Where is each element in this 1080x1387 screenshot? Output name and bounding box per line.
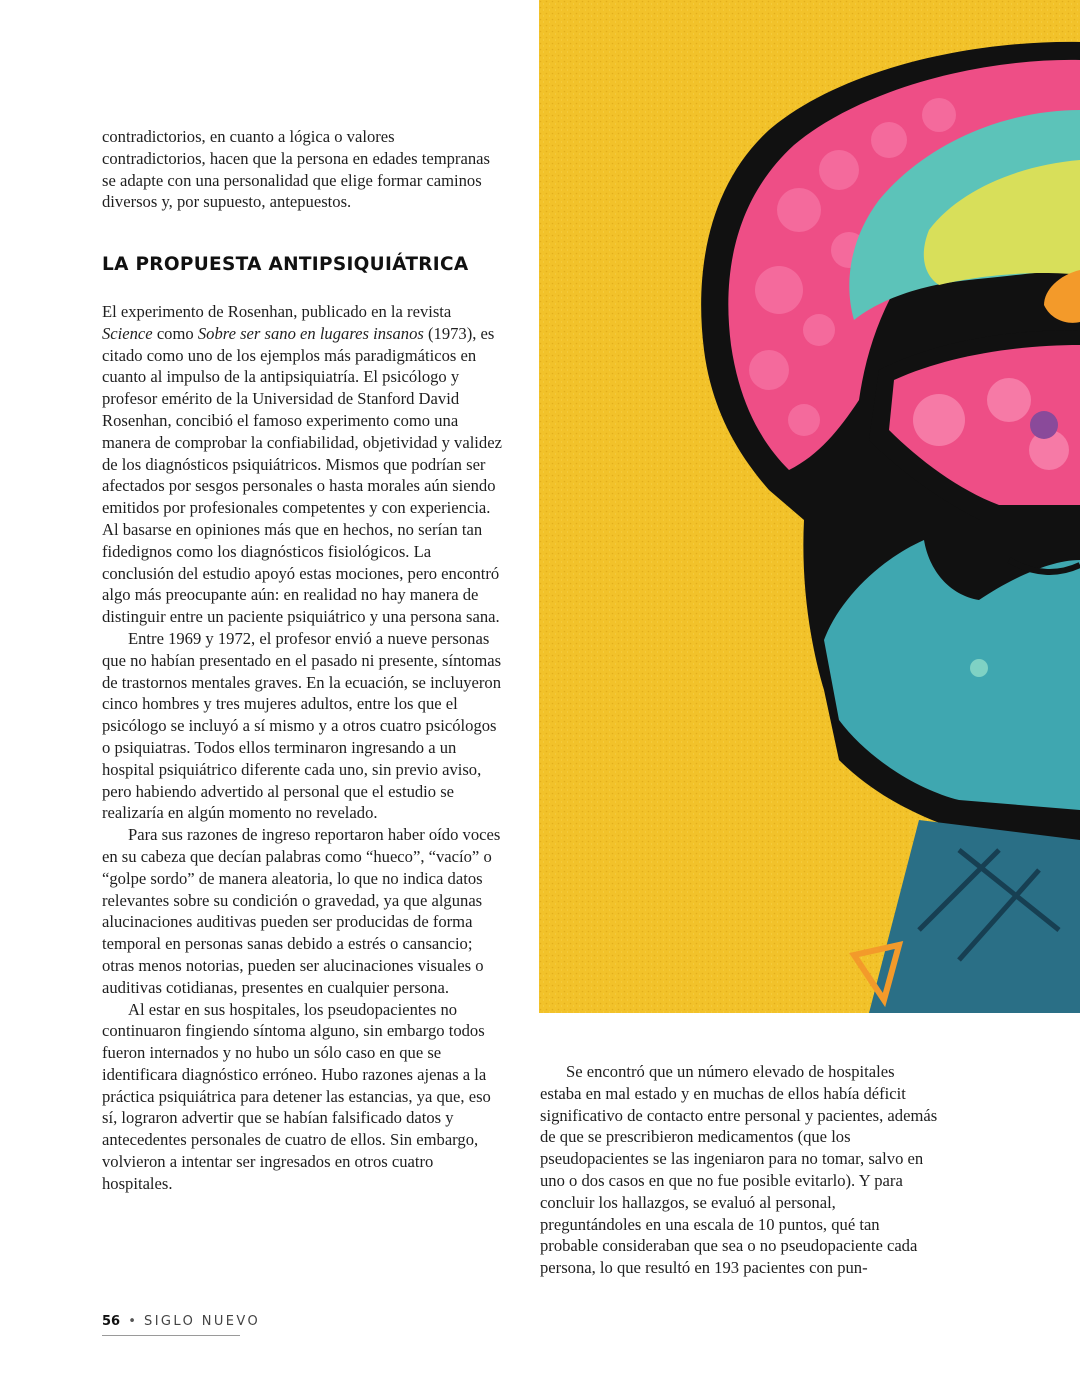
page-number: 56 [102,1314,121,1329]
pop-art-head-with-brain-icon [539,0,1080,1013]
right-column [540,1061,940,1279]
paragraph-text: (1973), es citado como uno de los ejemplos más paradigmáticos en cuanto al impulso de la antipsiquiatría. El psicólogo y profesor emérito de la Universidad de Stanford David Rosenhan, concibió el famoso experimento como una manera de comprobar la confiabilidad, objetividad y validez de los diagnósticos psiquiátricos. Mismos que podrían ser afectados por sesgos personales o hasta morales aún siendo emitidos por profesionales competentes y con experiencia. Al basarse en opiniones más que en hechos, no serían tan fidedignos como los diagnósticos fisiológicos. La conclusión del estudio apoyó estas mociones, pero encontró algo más preocupante aún: en realidad no hay manera de distinguir entre un paciente psiquiátrico y una persona sana. [102,323,502,627]
journal-name: Science [102,323,153,343]
left-column-main [102,301,502,1195]
paragraph-findings: Se encontró que un número elevado de hospitales estaba en mal estado y en muchas de ellos había déficit significativo de contacto entre personal y pacientes, además de que se prescribieron medicamentos (que los pseudopacientes se las ingeniaron para no tomar, salvo en uno o dos casos en que no fue posible evitarlo). Y para concluir los hallazgos, se evaluó al personal, preguntándoles en una escala de 10 puntos, qué tan probable consideraban que sea o no pseudopaciente cada persona, lo que resultó en 193 pacientes con pun- [540,1062,938,1278]
paragraph-hospital-stay: Al estar en sus hospitales, los pseudopacientes no continuaron fingiendo síntoma alguno, sin embargo todos fueron internados y no hubo un sólo caso en que se identificara diagnóstico erróneo. Hubo razones ajenas a la práctica psiquiátrica para detener las estancias, ya que, eso sí, lograron advertir que se habían falsificado datos y antecedentes personales de cuatro de ellos. Sin embargo, volvieron a intentar ser ingresados en otros cuatro hospitales. [102,999,491,1193]
paragraph-text: El experimento de Rosenhan, publicado en la revista [102,302,452,321]
paragraph-text: como [152,323,198,343]
paragraph-rosenhan [102,301,502,628]
left-column-top [102,126,502,213]
footer-separator: • [128,1314,136,1329]
study-title: Sobre ser sano en lugares insanos [197,323,424,343]
magazine-name: SIGLO NUEVO [144,1314,261,1329]
intro-paragraph: contradictorios, en cuanto a lógica o valores contradictorios, hacen que la persona en edades tempranas se adapte con una personalidad que elige formar caminos diversos y, por supuesto, antepuestos. [102,127,490,212]
section-heading: LA PROPUESTA ANTIPSIQUIÁTRICA [102,254,469,275]
pop-art-head-illustration [539,0,1080,1013]
paragraph-participants: Entre 1969 y 1972, el profesor envió a nueve personas que no habían presentado en el pasado ni presente, síntomas de trastornos mentales graves. En la ecuación, se incluyeron cinco hombres y tres mujeres adultos, entre los que el psicólogo se incluyó a sí mismo y a otros cuatro psicólogos o psiquiatras. Todos ellos terminaron ingresando a un hospital psiquiátrico diferente cada uno, sin previo aviso, pero habiendo advertido al personal que el estudio se realizaría en algún momento no revelado. [102,628,502,823]
page-footer [102,1314,261,1336]
paragraph-admission-reasons: Para sus razones de ingreso reportaron haber oído voces en su cabeza que decían palabras como “hueco”, “vacío” o “golpe sordo” de manera aleatoria, lo que no indica datos relevantes sobre su condición o gravedad, ya que algunas alucinaciones auditivas pueden ser producidas de forma temporal en personas sanas debido a estrés o cansancio; otras menos notorias, pueden ser alucinaciones visuales o auditivas cotidianas, presentes en cualquier persona. [102,825,501,997]
